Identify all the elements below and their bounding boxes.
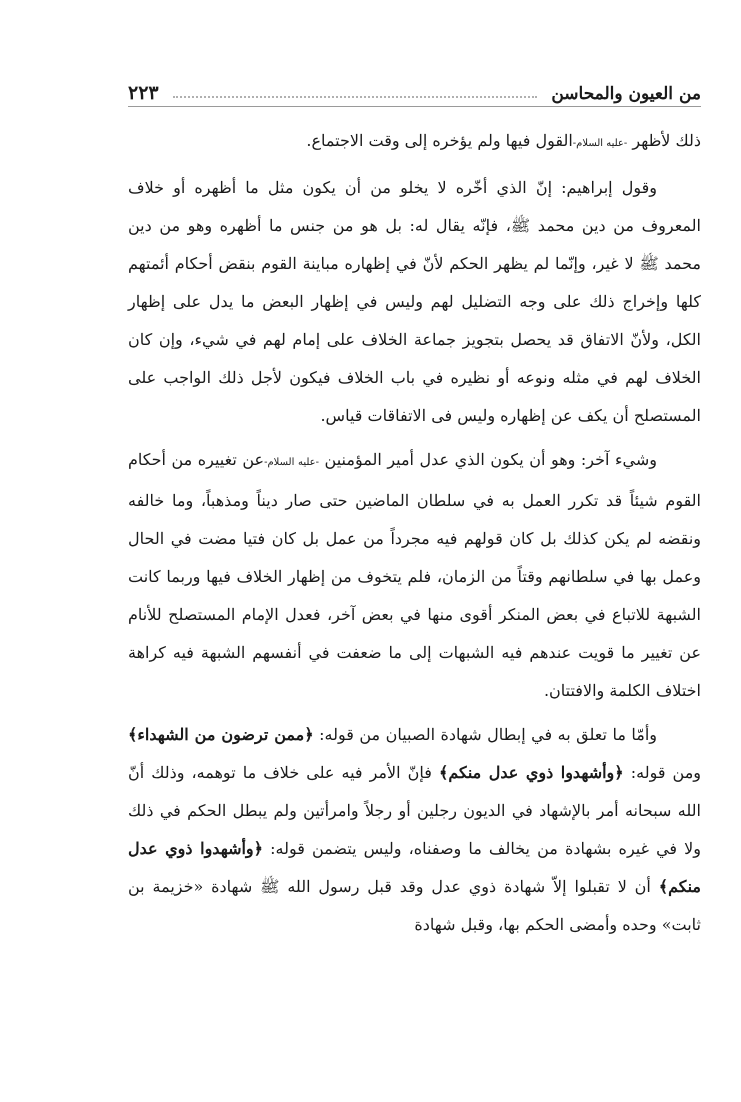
- quran-quote: ﴿وأشهدوا ذوي عدل منكم﴾: [128, 839, 701, 896]
- leader-dots: [173, 96, 538, 98]
- paragraph: [128, 122, 701, 163]
- quran-quote: ﴿ممن ترضون من الشهداء﴾: [128, 725, 314, 744]
- body-text: [128, 122, 701, 944]
- text-segment: ومن قوله:: [623, 763, 702, 782]
- paragraph: [128, 169, 701, 435]
- page-number: ٢٢٣: [128, 82, 159, 104]
- paragraph: [128, 716, 701, 944]
- paragraph: [128, 441, 701, 710]
- quran-quote: ﴿وأشهدوا ذوي عدل منكم﴾: [438, 763, 624, 782]
- text-segment: وقول إبراهيم: إنّ الذي أخّره لا يخلو من أن يكون مثل ما أظهره أو خلاف المعروف من دين محمد ﷺ، فإنّه يقال له: بل هو من جنس ما أظهره وهو من دين محمد ﷺ لا غير، وإنّما لم يظهر الحكم لأنّ في إظهاره مباينة القوم بنقض أحكام أئمتهم كلها وإخراج ذلك على وجه التضليل لهم وليس في إظهار البعض ما يدل على إظهار الكل، ولأنّ الاتفاق قد يحصل بتجويز جماعة الخلاف على إمام لهم في شيء، وإن كان الخلاف لهم في مثله ونوعه أو نظيره في باب الخلاف فيكون لأجل ذلك الواجب على المستصلح أن يكف عن إظهاره وليس فى الاتفاقات قياس.: [128, 178, 701, 425]
- text-segment: أن لا تقبلوا إلاّ شهادة ذوي عدل وقد قبل رسول الله ﷺ شهادة «خزيمة بن ثابت» وحده وأمضى الحكم بها، وقبل شهادة: [128, 877, 701, 934]
- text-segment: وشيء آخر: وهو أن يكون الذي عدل أمير المؤمنين: [319, 450, 657, 469]
- text-segment: وأمّا ما تعلق به في إبطال شهادة الصبيان من قوله:: [313, 725, 658, 744]
- text-segment: عن تغييره من أحكام القوم شيئاً قد تكرر العمل به في سلطان الماضين حتى صار ديناً ومذهباً، وما خالفه ونقضه لم يكن كذلك بل كان قولهم فيه مجرداً من عمل بل كان فتيا مضت في الحال وعمل بها في سلطانهم وقتاً من الزمان، فلم يتخوف من إظهار الخلاف فيها وربما كانت الشبهة للاتباع في بعض المنكر أقوى منها في بعض آخر، فعدل الإمام المستصلح للأنام عن تغيير ما قويت عندهم فيه الشبهات إلى ما ضعفت في أنفسهم الشبهة فيه كراهة اختلاف الكلمة والافتتان.: [128, 450, 702, 700]
- running-title: من العيون والمحاسن: [551, 84, 701, 104]
- text-segment: القول فيها ولم يؤخره إلى وقت الاجتماع.: [306, 131, 573, 150]
- blessing-note: -عليه السلام-: [264, 457, 320, 468]
- text-segment: ذلك لأظهر: [627, 131, 701, 150]
- blessing-note: -عليه السلام-: [572, 138, 628, 149]
- page-header: [128, 74, 701, 107]
- text-segment: فإنّ الأمر فيه على خلاف ما توهمه، وذلك أنّ الله سبحانه أمر بالإشهاد في الديون رجلين أو رجلاً وامرأتين ولم يبطل الحكم في ذلك ولا في غيره بشهادة من يخالف ما وصفناه، وليس يتضمن قوله:: [128, 763, 702, 858]
